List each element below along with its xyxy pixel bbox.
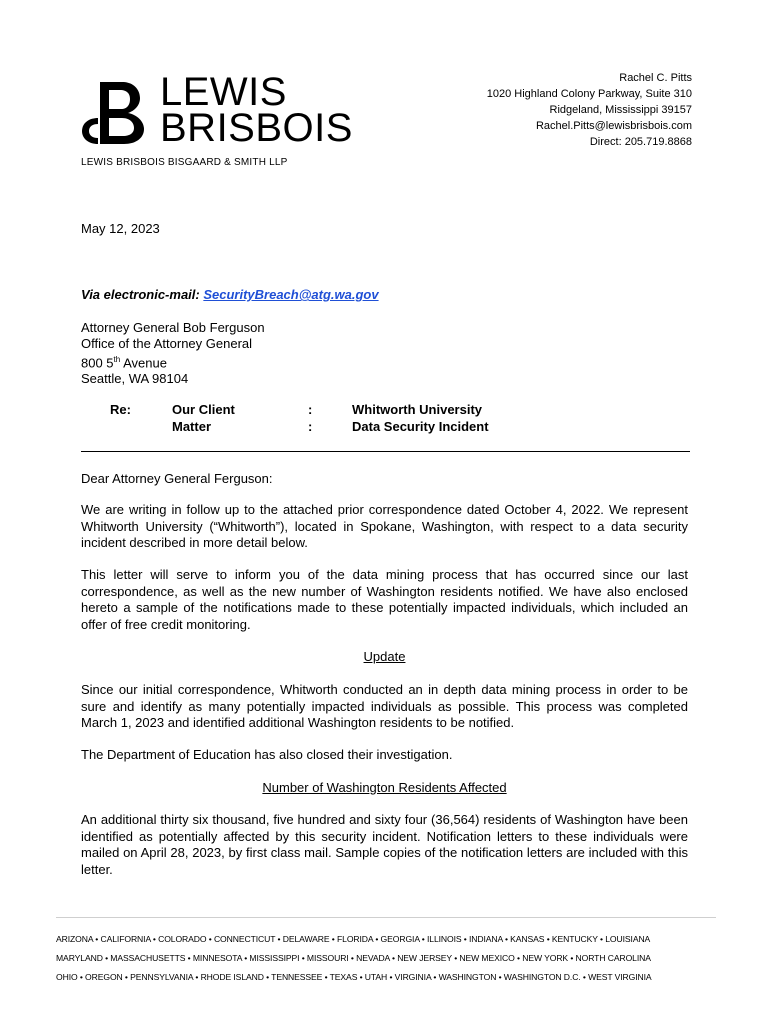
- paragraph-4: The Department of Education has also closed their investigation.: [81, 747, 453, 762]
- paragraph-1: We are writing in follow up to the attached prior correspondence dated October 4, 2022. We represent Whitworth University (“Whitworth”), located in Spokane, Washington, with respect to a data security incident described in more detail below.: [81, 502, 688, 550]
- sender-email: Rachel.Pitts@lewisbrisbois.com: [535, 120, 692, 132]
- re-label: Re:: [110, 402, 131, 417]
- firm-name-line1: LEWIS: [160, 70, 287, 114]
- re-values: [352, 401, 489, 435]
- re-labels: [172, 401, 235, 435]
- footer-line2: MARYLAND • MASSACHUSETTS • MINNESOTA • MISSISSIPPI • MISSOURI • NEVADA • NEW JERSEY • NEW MEXICO • NEW YORK • NORTH CAROLINA: [56, 953, 651, 963]
- footer-line3: OHIO • OREGON • PENNSYLVANIA • RHODE ISLAND • TENNESSEE • TEXAS • UTAH • VIRGINIA • WASHINGTON • WASHINGTON D.C. • WEST VIRGINIA: [56, 972, 652, 982]
- paragraph-3: Since our initial correspondence, Whitworth conducted an in depth data mining process in order to be sure and identify as many potentially impacted individuals as possible. This process was completed March 1, 2023 and identified additional Washington residents to be notified.: [81, 682, 688, 730]
- recipient-address: [81, 320, 265, 387]
- salutation: Dear Attorney General Ferguson:: [81, 471, 273, 486]
- heading-number-affected: Number of Washington Residents Affected: [262, 780, 507, 795]
- sender-address2: Ridgeland, Mississippi 39157: [549, 104, 692, 116]
- paragraph-2: This letter will serve to inform you of the data mining process that has occurred since our last correspondence, as well as the new number of Washington residents notified. We have also enclosed hereto a sample of the notifications made to these potentially impacted individuals, which included an offer of free credit monitoring.: [81, 567, 688, 632]
- recipient-street-number: 800 5: [81, 355, 114, 371]
- footer-line1: ARIZONA • CALIFORNIA • COLORADO • CONNECTICUT • DELAWARE • FLORIDA • GEORGIA • ILLINOIS • INDIANA • KANSAS • KENTUCKY • LOUISIANA: [56, 934, 651, 944]
- via-email-link[interactable]: SecurityBreach@atg.wa.gov: [203, 287, 379, 302]
- re-matter-value: Data Security Incident: [352, 419, 489, 434]
- re-colon-1: :: [308, 402, 313, 417]
- re-client-label: Our Client: [172, 402, 235, 417]
- firm-name-line2: BRISBOIS: [160, 106, 353, 150]
- re-client-value: Whitworth University: [352, 402, 483, 417]
- letter-date: May 12, 2023: [81, 221, 160, 236]
- recipient-street-rest: Avenue: [120, 355, 167, 371]
- sender-name: Rachel C. Pitts: [619, 72, 692, 84]
- recipient-line2: Office of the Attorney General: [81, 336, 253, 351]
- re-colons: [308, 401, 312, 435]
- firm-name: [160, 70, 353, 150]
- re-colon-2: :: [308, 419, 313, 434]
- recipient-line1: Attorney General Bob Ferguson: [81, 320, 265, 335]
- divider: [81, 451, 690, 452]
- re-matter-label: Matter: [172, 419, 212, 434]
- recipient-street-sup: th: [113, 355, 121, 364]
- sender-direct: Direct: 205.719.8868: [589, 136, 692, 148]
- via-label: Via electronic-mail:: [81, 287, 204, 302]
- recipient-line4: Seattle, WA 98104: [81, 371, 189, 387]
- firm-logo-icon: [80, 78, 152, 153]
- sender-block: [487, 70, 692, 150]
- firm-full-name: LEWIS BRISBOIS BISGAARD & SMITH LLP: [81, 157, 288, 168]
- footer-divider: [56, 917, 716, 918]
- heading-update: Update: [363, 649, 406, 664]
- via-line: [81, 287, 379, 302]
- sender-address1: 1020 Highland Colony Parkway, Suite 310: [486, 88, 692, 100]
- recipient-line3: [81, 352, 265, 371]
- paragraph-5: An additional thirty six thousand, five hundred and sixty four (36,564) residents of Washington have been identified as potentially affected by this security incident. Notification letters to these individuals were mailed on April 28, 2023, by first class mail. Sample copies of the notification letters are included with this letter.: [81, 812, 688, 877]
